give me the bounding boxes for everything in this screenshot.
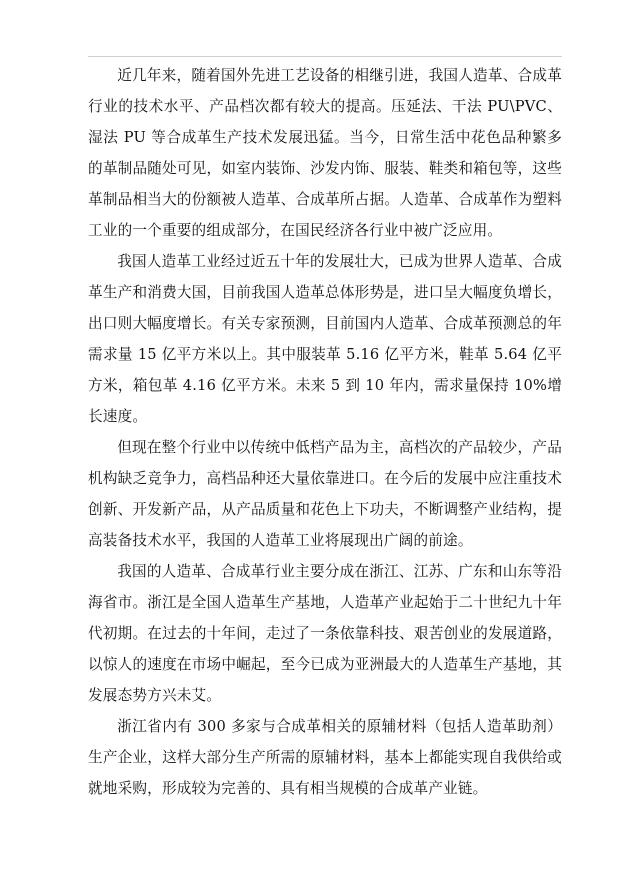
paragraph-1: 近几年来，随着国外先进工艺设备的相继引进，我国人造革、合成革行业的技术水平、产品档次都有较大的提高。压延法、干法 PU\PVC、湿法 PU 等合成革生产技术发展迅猛。当今，日常生活中花色品种繁多的革制品随处可见，如室内装饰、沙发内饰、服装、鞋类和箱包等，这些革制品相当大的份额被人造革、合成革所占据。人造革、合成革作为塑料工业的一个重要的组成部分，在国民经济各行业中被广泛应用。	[88, 67, 562, 239]
header-divider	[88, 56, 562, 57]
paragraph-4: 我国的人造革、合成革行业主要分成在浙江、江苏、广东和山东等沿海省市。浙江是全国人造革生产基地，人造革产业起始于二十世纪九十年代初期。在过去的十年间，走过了一条依靠科技、艰苦创业的发展道路，以惊人的速度在市场中崛起，至今已成为亚洲最大的人造革生产基地，其发展态势方兴未艾。	[88, 563, 562, 704]
document-body	[88, 60, 562, 804]
paragraph-2: 我国人造革工业经过近五十年的发展壮大，已成为世界人造革、合成革生产和消费大国，目前我国人造革总体形势是，进口呈大幅度负增长，出口则大幅度增长。有关专家预测，目前国内人造革、合成革预测总的年需求量 15 亿平方米以上。其中服装革 5.16 亿平方米，鞋革 5.64 亿平方米，箱包革 4.16 亿平方米。未来 5 到 10 年内，需求量保持 10%增长速度。	[88, 253, 562, 425]
paragraph-5: 浙江省内有 300 多家与合成革相关的原辅材料（包括人造革助剂）生产企业，这样大部分生产所需的原辅材料，基本上都能实现自我供给或就地采购，形成较为完善的、具有相当规模的合成革产业链。	[88, 718, 562, 797]
paragraph-3: 但现在整个行业中以传统中低档产品为主，高档次的产品较少，产品机构缺乏竞争力，高档品种还大量依靠进口。在今后的发展中应注重技术创新、开发新产品，从产品质量和花色上下功夫，不断调整产业结构，提高装备技术水平，我国的人造革工业将展现出广阔的前途。	[88, 439, 562, 549]
